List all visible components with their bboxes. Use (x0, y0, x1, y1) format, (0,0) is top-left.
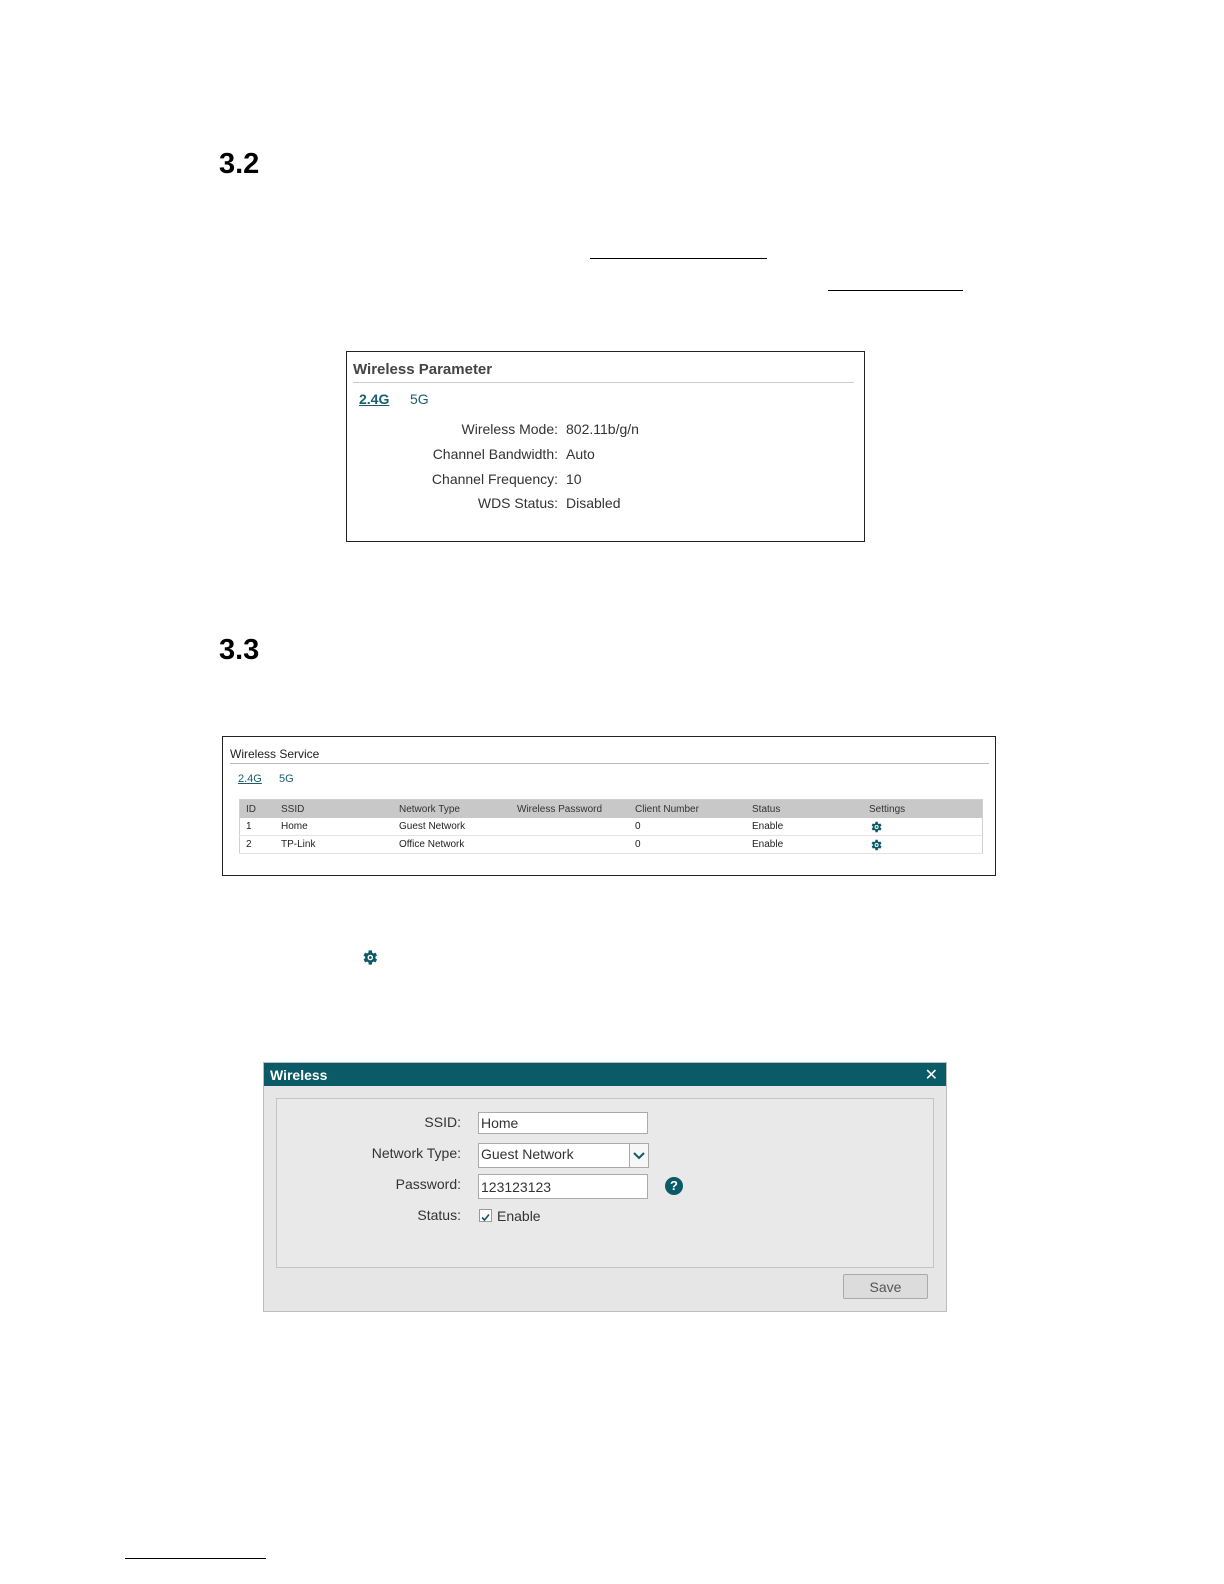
status-enable-checkbox[interactable] (479, 1209, 492, 1222)
panel-title: Wireless Parameter (353, 361, 493, 378)
status-label: Status: (417, 1207, 461, 1223)
cell-id: 2 (240, 836, 276, 854)
tab-5g[interactable]: 5G (410, 391, 429, 407)
tab-2-4g[interactable]: 2.4G (238, 773, 262, 785)
channel-frequency-label: Channel Frequency: (431, 471, 558, 487)
panel-title: Wireless Service (230, 747, 320, 761)
channel-bandwidth-label: Channel Bandwidth: (432, 446, 558, 462)
dialog-title: Wireless (270, 1067, 328, 1083)
column-header-id: ID (240, 800, 276, 819)
cell-client-number: 0 (629, 836, 746, 854)
tab-2-4g[interactable]: 2.4G (359, 391, 390, 407)
network-type-dropdown-button[interactable] (629, 1143, 649, 1168)
divider (230, 763, 989, 764)
network-type-value: Guest Network (481, 1146, 574, 1162)
wireless-service-table (239, 799, 983, 854)
ssid-input[interactable] (478, 1112, 648, 1134)
table-row (240, 818, 983, 836)
wireless-dialog (263, 1062, 947, 1312)
column-header-network-type: Network Type (393, 800, 511, 819)
wireless-mode-value: 802.11b/g/n (566, 421, 639, 437)
hyperlink-underline[interactable] (828, 290, 963, 291)
chevron-down-icon (630, 1144, 648, 1167)
help-icon[interactable]: ? (665, 1177, 683, 1195)
cell-ssid: TP-Link (275, 836, 393, 854)
close-icon[interactable]: ✕ (924, 1067, 938, 1084)
cell-password (511, 836, 629, 854)
dialog-header (264, 1063, 946, 1086)
section-3-2-number: 3.2 (219, 148, 260, 180)
password-label: Password: (395, 1176, 461, 1192)
password-input[interactable] (478, 1174, 648, 1199)
wireless-service-panel (222, 736, 996, 876)
table-header-row (240, 800, 983, 819)
cell-network-type: Guest Network (393, 818, 511, 836)
wireless-mode-label: Wireless Mode: (461, 421, 558, 437)
network-type-label: Network Type: (371, 1145, 461, 1161)
cell-ssid: Home (275, 818, 393, 836)
network-type-select[interactable] (478, 1143, 648, 1168)
column-header-client-number: Client Number (629, 800, 746, 819)
section-3-3-number: 3.3 (219, 634, 260, 666)
divider (353, 382, 854, 383)
ssid-label: SSID: (424, 1114, 461, 1130)
column-header-ssid: SSID (275, 800, 393, 819)
column-header-settings: Settings (863, 800, 983, 819)
column-header-status: Status (746, 800, 863, 819)
tab-5g[interactable]: 5G (279, 773, 294, 785)
cell-password (511, 818, 629, 836)
hyperlink-underline[interactable] (590, 258, 767, 259)
wireless-parameter-panel (346, 351, 865, 542)
channel-frequency-value: 10 (566, 471, 582, 487)
save-button[interactable]: Save (843, 1274, 928, 1299)
cell-network-type: Office Network (393, 836, 511, 854)
status-enable-label: Enable (497, 1208, 541, 1224)
table-row (240, 836, 983, 854)
cell-status: Enable (746, 836, 863, 854)
gear-icon[interactable] (869, 838, 883, 852)
dialog-form (276, 1098, 934, 1268)
cell-client-number: 0 (629, 818, 746, 836)
check-icon (480, 1212, 491, 1223)
cell-id: 1 (240, 818, 276, 836)
footer-link-underline[interactable] (125, 1558, 266, 1559)
gear-icon[interactable] (869, 820, 883, 834)
channel-bandwidth-value: Auto (566, 446, 595, 462)
cell-settings (863, 818, 983, 836)
cell-status: Enable (746, 818, 863, 836)
cell-settings (863, 836, 983, 854)
wds-status-value: Disabled (566, 495, 621, 511)
column-header-wireless-password: Wireless Password (511, 800, 629, 819)
gear-icon (360, 948, 379, 967)
wds-status-label: WDS Status: (477, 495, 558, 511)
